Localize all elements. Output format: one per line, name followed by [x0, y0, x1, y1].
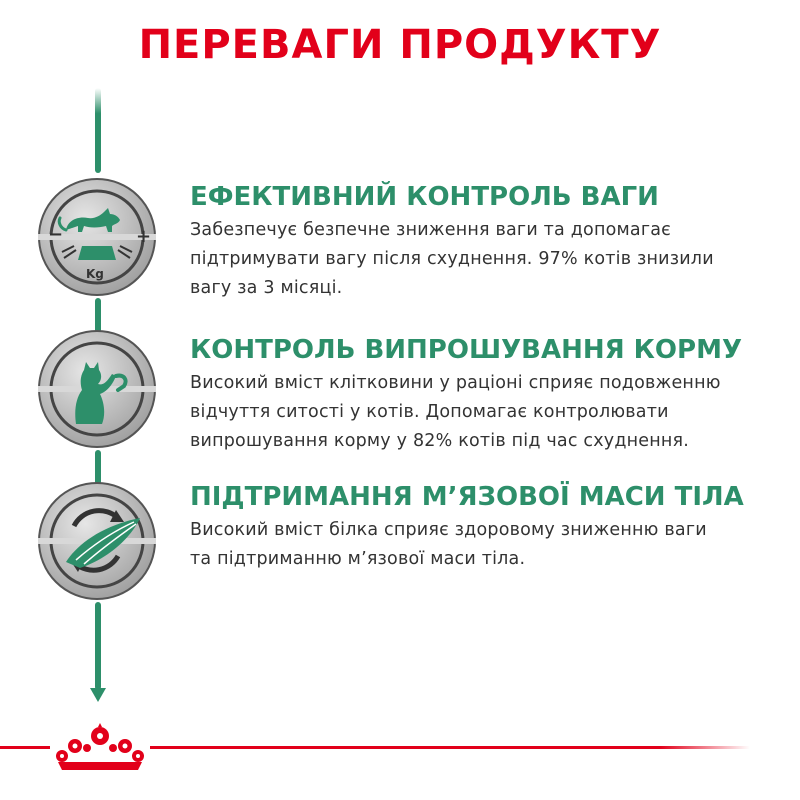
page-title: ПЕРЕВАГИ ПРОДУКТУ	[138, 22, 662, 68]
benefit-heading: КОНТРОЛЬ ВИПРОШУВАННЯ КОРМУ	[190, 335, 742, 365]
description-line: Забезпечує безпечне зниження ваги та допомагає	[190, 220, 671, 240]
benefit-heading: ПІДТРИМАННЯ М’ЯЗОВОЇ МАСИ ТІЛА	[190, 482, 744, 512]
benefit-description	[190, 369, 780, 456]
description-line: вагу за 3 місяці.	[190, 278, 343, 298]
benefit-description	[190, 516, 780, 574]
plus-sign: +	[136, 226, 152, 247]
footer-divider	[150, 746, 750, 749]
benefit-begging-control	[190, 333, 780, 456]
footer-divider	[0, 746, 50, 749]
benefit-weight-control	[190, 180, 780, 303]
minus-sign: −	[48, 224, 64, 245]
description-line: підтримувати вагу після схуднення. 97% котів знизили	[190, 249, 714, 269]
begging-cat-icon	[36, 328, 158, 450]
description-line: Високий вміст клітковини у раціоні сприяє подовженню	[190, 373, 721, 393]
description-line: та підтриманню м’язової маси тіла.	[190, 549, 526, 569]
description-line: випрошування корму у 82% котів під час схуднення.	[190, 431, 690, 451]
kg-label: Kg	[86, 267, 104, 281]
benefit-muscle-mass	[190, 480, 780, 574]
benefit-description	[190, 216, 780, 303]
benefit-heading: ЕФЕКТИВНИЙ КОНТРОЛЬ ВАГИ	[190, 182, 659, 212]
royal-canin-crown-logo	[52, 722, 148, 772]
timeline-arrow-icon	[90, 688, 106, 702]
timeline-line	[95, 88, 101, 173]
description-line: відчуття ситості у котів. Допомагає контролювати	[190, 402, 669, 422]
description-line: Високий вміст білка сприяє здоровому зниженню ваги	[190, 520, 707, 540]
muscle-protein-icon	[36, 480, 158, 602]
timeline-line	[95, 602, 101, 690]
cat-weight-scale-icon	[36, 176, 158, 298]
